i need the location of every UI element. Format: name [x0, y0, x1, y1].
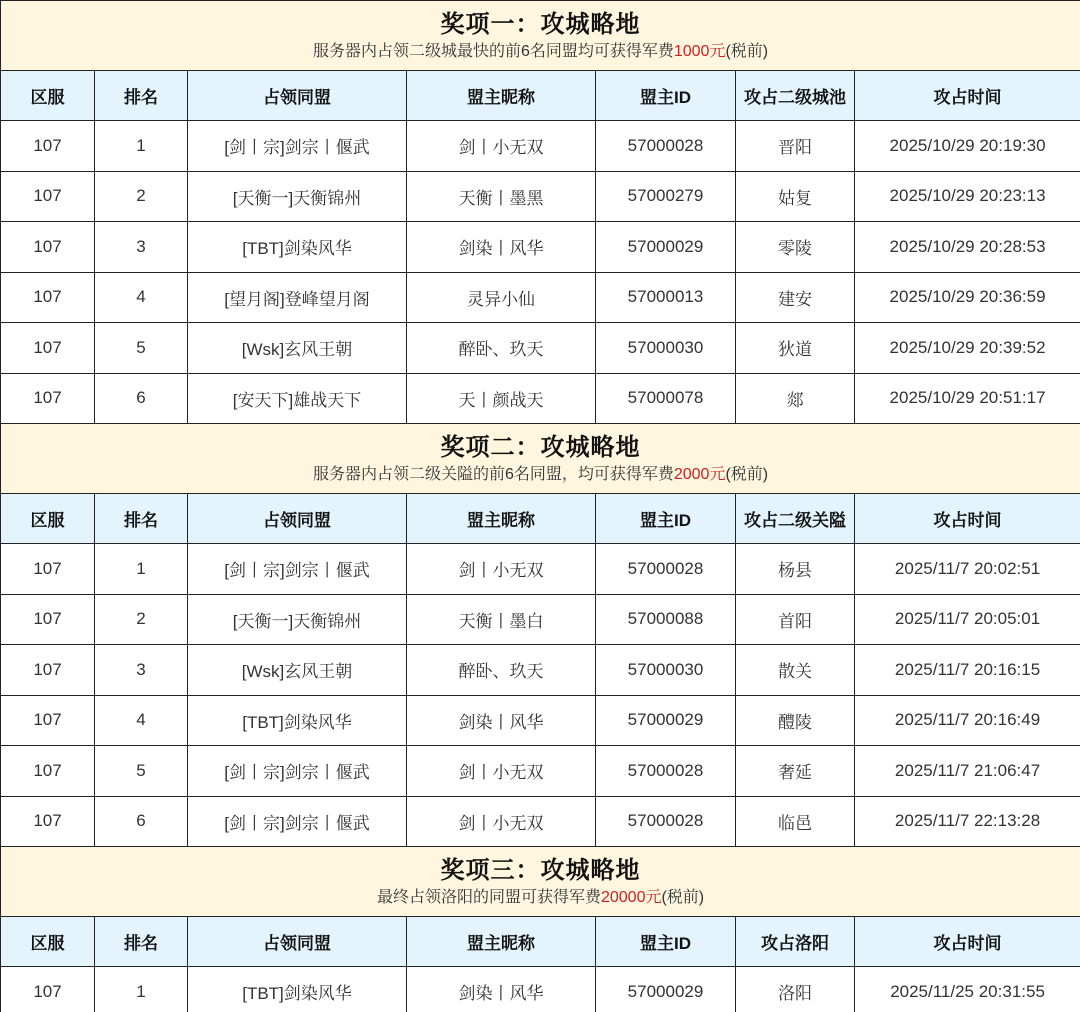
cell-server: 107 — [1, 373, 95, 424]
cell-leader-id: 57000029 — [596, 222, 736, 273]
cell-rank: 6 — [95, 373, 188, 424]
cell-server: 107 — [1, 222, 95, 273]
cell-capture-time: 2025/11/7 21:06:47 — [855, 746, 1080, 797]
cell-target: 郯 — [736, 373, 855, 424]
cell-leader-name: 剑染丨风华 — [407, 695, 596, 746]
header-rank: 排名 — [95, 71, 188, 121]
cell-alliance: [天衡一]天衡锦州 — [188, 171, 407, 222]
table-row — [1, 544, 1080, 595]
header-rank: 排名 — [95, 917, 188, 967]
cell-leader-name: 灵异小仙 — [407, 272, 596, 323]
cell-rank: 1 — [95, 544, 188, 595]
prize-amount: 20000元 — [600, 888, 662, 906]
cell-rank: 4 — [95, 272, 188, 323]
cell-rank: 3 — [95, 645, 188, 696]
cell-target: 零陵 — [736, 222, 855, 273]
header-capture-time: 攻占时间 — [855, 71, 1080, 121]
cell-target: 散关 — [736, 645, 855, 696]
table-row — [1, 695, 1080, 746]
header-alliance: 占领同盟 — [188, 494, 407, 544]
cell-capture-time: 2025/10/29 20:36:59 — [855, 272, 1080, 323]
section-description — [1, 887, 1080, 909]
cell-capture-time: 2025/11/7 20:05:01 — [855, 594, 1080, 645]
section-title: 奖项二：攻城略地 — [440, 433, 641, 461]
cell-target: 建安 — [736, 272, 855, 323]
section-description — [1, 464, 1080, 486]
table-header-row — [1, 71, 1080, 121]
cell-rank: 4 — [95, 695, 188, 746]
table-row — [1, 594, 1080, 645]
desc-text: 最终占领洛阳的同盟可获得军费 — [376, 888, 601, 906]
cell-leader-id: 57000030 — [596, 323, 736, 374]
desc-text: 服务器内占领二级城最快的前6名同盟均可获得军费 — [312, 42, 674, 60]
cell-alliance: [TBT]剑染风华 — [188, 222, 407, 273]
cell-server: 107 — [1, 544, 95, 595]
table-header-row — [1, 494, 1080, 544]
cell-server: 107 — [1, 121, 95, 172]
header-target: 攻占二级关隘 — [736, 494, 855, 544]
cell-server: 107 — [1, 695, 95, 746]
cell-leader-id: 57000028 — [596, 121, 736, 172]
cell-alliance: [Wsk]玄风王朝 — [188, 323, 407, 374]
cell-target: 杨县 — [736, 544, 855, 595]
table-row — [1, 373, 1080, 424]
cell-alliance: [剑丨宗]剑宗丨偃武 — [188, 544, 407, 595]
cell-alliance: [望月阁]登峰望月阁 — [188, 272, 407, 323]
table-row — [1, 645, 1080, 696]
cell-alliance: [安天下]雄战天下 — [188, 373, 407, 424]
table-header-row — [1, 917, 1080, 967]
cell-alliance: [剑丨宗]剑宗丨偃武 — [188, 121, 407, 172]
cell-leader-name: 剑丨小无双 — [407, 121, 596, 172]
cell-target: 奢延 — [736, 746, 855, 797]
table-row — [1, 746, 1080, 797]
cell-leader-name: 剑染丨风华 — [407, 222, 596, 273]
cell-target: 临邑 — [736, 796, 855, 847]
header-leader-id: 盟主ID — [596, 71, 736, 121]
cell-leader-name: 醉卧、玖天 — [407, 323, 596, 374]
cell-leader-id: 57000013 — [596, 272, 736, 323]
cell-rank: 1 — [95, 121, 188, 172]
section-title: 奖项一：攻城略地 — [440, 10, 641, 38]
cell-capture-time: 2025/11/25 20:31:55 — [855, 967, 1080, 1012]
cell-alliance: [天衡一]天衡锦州 — [188, 594, 407, 645]
section-title: 奖项三：攻城略地 — [440, 856, 641, 884]
header-leader-name: 盟主昵称 — [407, 494, 596, 544]
cell-leader-id: 57000078 — [596, 373, 736, 424]
cell-server: 107 — [1, 796, 95, 847]
cell-capture-time: 2025/10/29 20:51:17 — [855, 373, 1080, 424]
header-capture-time: 攻占时间 — [855, 917, 1080, 967]
section-description — [1, 41, 1080, 63]
cell-rank: 1 — [95, 967, 188, 1012]
header-target: 攻占洛阳 — [736, 917, 855, 967]
cell-leader-id: 57000030 — [596, 645, 736, 696]
tax-note: (税前) — [725, 42, 769, 60]
cell-target: 姑复 — [736, 171, 855, 222]
cell-server: 107 — [1, 645, 95, 696]
cell-target: 洛阳 — [736, 967, 855, 1012]
section-banner — [1, 847, 1080, 917]
cell-alliance: [剑丨宗]剑宗丨偃武 — [188, 746, 407, 797]
cell-server: 107 — [1, 967, 95, 1012]
header-target: 攻占二级城池 — [736, 71, 855, 121]
cell-leader-id: 57000029 — [596, 967, 736, 1012]
cell-leader-name: 天衡丨墨白 — [407, 594, 596, 645]
cell-leader-id: 57000029 — [596, 695, 736, 746]
cell-server: 107 — [1, 594, 95, 645]
cell-capture-time: 2025/10/29 20:28:53 — [855, 222, 1080, 273]
header-alliance: 占领同盟 — [188, 917, 407, 967]
section-banner — [1, 424, 1080, 494]
cell-rank: 6 — [95, 796, 188, 847]
table-row — [1, 272, 1080, 323]
table-row — [1, 967, 1080, 1012]
cell-alliance: [剑丨宗]剑宗丨偃武 — [188, 796, 407, 847]
header-leader-id: 盟主ID — [596, 494, 736, 544]
cell-rank: 5 — [95, 323, 188, 374]
cell-capture-time: 2025/10/29 20:39:52 — [855, 323, 1080, 374]
cell-leader-name: 剑染丨风华 — [407, 967, 596, 1012]
cell-rank: 2 — [95, 594, 188, 645]
cell-server: 107 — [1, 171, 95, 222]
cell-leader-id: 57000279 — [596, 171, 736, 222]
header-server: 区服 — [1, 917, 95, 967]
cell-capture-time: 2025/10/29 20:23:13 — [855, 171, 1080, 222]
cell-rank: 2 — [95, 171, 188, 222]
cell-server: 107 — [1, 746, 95, 797]
cell-capture-time: 2025/11/7 22:13:28 — [855, 796, 1080, 847]
cell-leader-name: 天衡丨墨黑 — [407, 171, 596, 222]
cell-leader-name: 天丨颜战天 — [407, 373, 596, 424]
cell-leader-id: 57000028 — [596, 796, 736, 847]
cell-leader-name: 剑丨小无双 — [407, 746, 596, 797]
prize-amount: 1000元 — [673, 42, 726, 60]
cell-capture-time: 2025/11/7 20:16:49 — [855, 695, 1080, 746]
cell-alliance: [TBT]剑染风华 — [188, 967, 407, 1012]
header-leader-name: 盟主昵称 — [407, 71, 596, 121]
cell-target: 狄道 — [736, 323, 855, 374]
header-capture-time: 攻占时间 — [855, 494, 1080, 544]
cell-target: 醴陵 — [736, 695, 855, 746]
cell-target: 首阳 — [736, 594, 855, 645]
header-server: 区服 — [1, 494, 95, 544]
cell-server: 107 — [1, 272, 95, 323]
cell-rank: 5 — [95, 746, 188, 797]
table-row — [1, 323, 1080, 374]
tax-note: (税前) — [725, 465, 769, 483]
table-row — [1, 171, 1080, 222]
header-server: 区服 — [1, 71, 95, 121]
prize-amount: 2000元 — [673, 465, 726, 483]
table-row — [1, 222, 1080, 273]
cell-capture-time: 2025/11/7 20:16:15 — [855, 645, 1080, 696]
desc-text: 服务器内占领二级关隘的前6名同盟，均可获得军费 — [312, 465, 674, 483]
cell-target: 晋阳 — [736, 121, 855, 172]
header-leader-name: 盟主昵称 — [407, 917, 596, 967]
cell-leader-id: 57000028 — [596, 544, 736, 595]
cell-rank: 3 — [95, 222, 188, 273]
table-row — [1, 121, 1080, 172]
cell-leader-name: 剑丨小无双 — [407, 544, 596, 595]
section-banner — [1, 1, 1080, 71]
header-rank: 排名 — [95, 494, 188, 544]
cell-capture-time: 2025/10/29 20:19:30 — [855, 121, 1080, 172]
table-row — [1, 796, 1080, 847]
cell-capture-time: 2025/11/7 20:02:51 — [855, 544, 1080, 595]
cell-alliance: [TBT]剑染风华 — [188, 695, 407, 746]
cell-leader-name: 醉卧、玖天 — [407, 645, 596, 696]
cell-leader-id: 57000088 — [596, 594, 736, 645]
header-leader-id: 盟主ID — [596, 917, 736, 967]
cell-leader-id: 57000028 — [596, 746, 736, 797]
cell-leader-name: 剑丨小无双 — [407, 796, 596, 847]
cell-alliance: [Wsk]玄风王朝 — [188, 645, 407, 696]
cell-server: 107 — [1, 323, 95, 374]
tax-note: (税前) — [661, 888, 705, 906]
header-alliance: 占领同盟 — [188, 71, 407, 121]
